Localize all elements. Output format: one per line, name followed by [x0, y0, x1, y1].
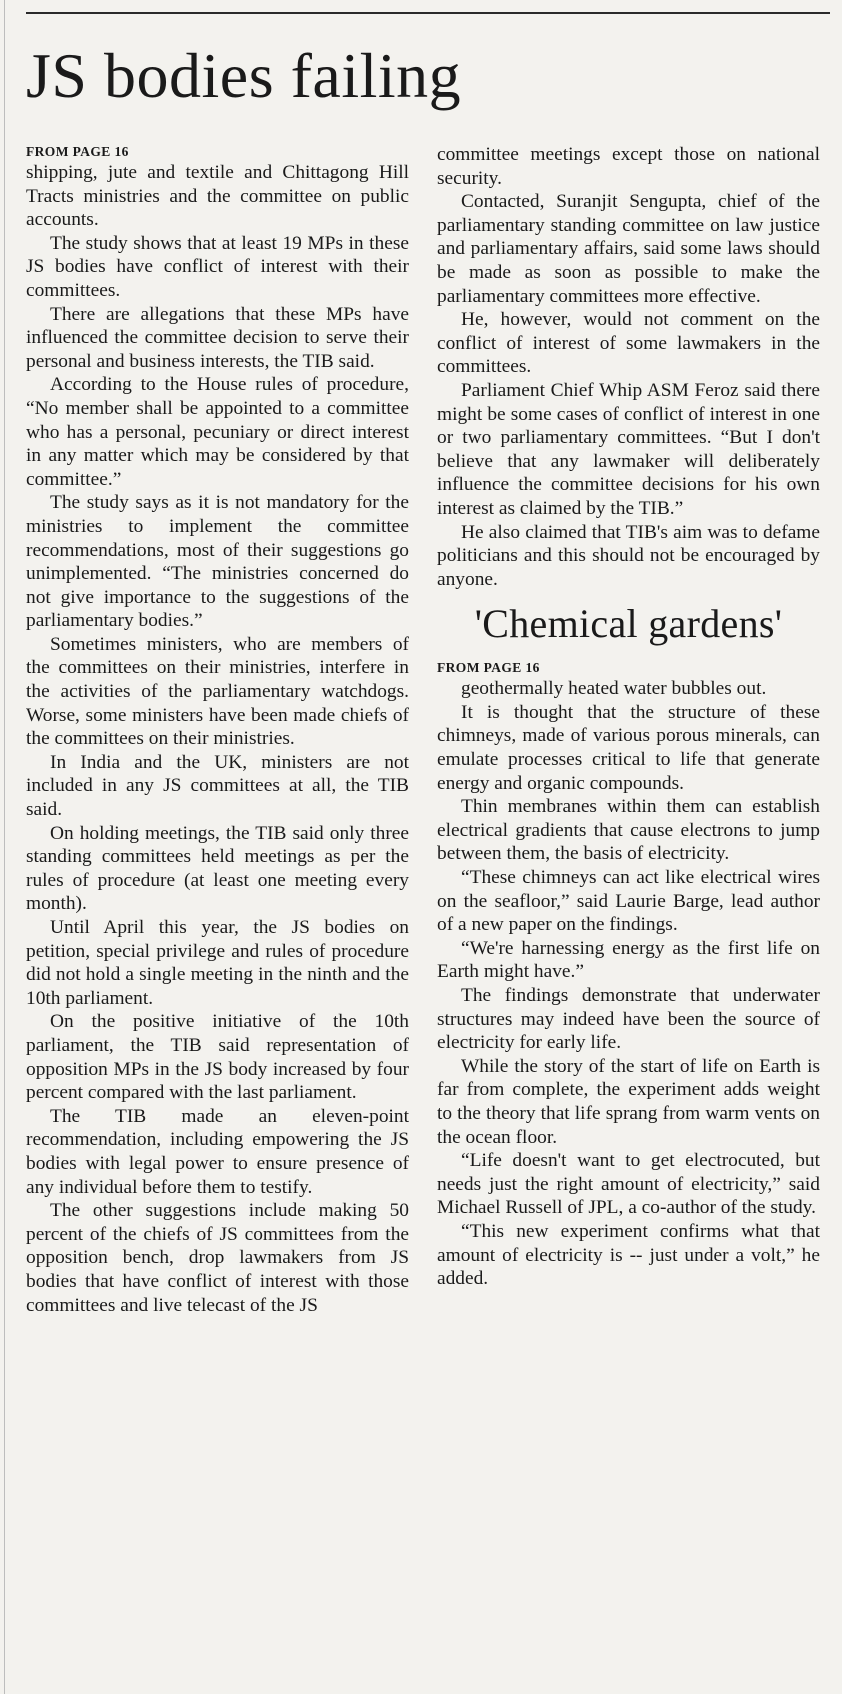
right-column — [437, 143, 820, 1291]
paragraph: The TIB made an eleven-point recommendation, including empowering the JS bodies with legal power to ensure presence of any individual before them to testify. — [26, 1105, 409, 1198]
continued-from-label: FROM PAGE 16 — [26, 144, 129, 159]
paragraph: On the positive initiative of the 10th parliament, the TIB said representation of opposition MPs in the JS body increased by four percent compared with the last parliament. — [26, 1011, 409, 1104]
left-column — [26, 143, 409, 1317]
paragraph: The study shows that at least 19 MPs in these JS bodies have conflict of interest with their committees. — [26, 232, 409, 301]
paragraph: Parliament Chief Whip ASM Feroz said there might be some cases of conflict of interest in one or two parliamentary committees. “But I don't believe that any lawmaker will deliberately influence the committee decisions for his own interest as claimed by the TIB.” — [437, 379, 820, 519]
paragraph: The study says as it is not mandatory for the ministries to implement the committee recommendations, most of their suggestions go unimplemented. “The ministries concerned do not give importance to the suggestions of the parliamentary bodies.” — [26, 492, 409, 632]
paragraph: Sometimes ministers, who are members of the committees on their ministries, interfere in the activities of the parliamentary watchdogs. Worse, some ministers have been made chiefs of the committees on their ministries. — [26, 633, 409, 750]
paragraph: “Life doesn't want to get electrocuted, but needs just the right amount of electricity,” said Michael Russell of JPL, a co-author of the study. — [437, 1150, 820, 1219]
paragraph: He, however, would not comment on the conflict of interest of some lawmakers in the committees. — [437, 309, 820, 378]
paragraph: According to the House rules of procedure, “No member shall be appointed to a committee who has a personal, pecuniary or direct interest in any matter which may be considered by that committee.” — [26, 374, 409, 490]
paragraph: The other suggestions include making 50 percent of the chiefs of JS committees from the opposition bench, drop lawmakers from JS bodies that have conflict of interest with those committees and live telecast of the JS — [26, 1200, 409, 1316]
paragraph: On holding meetings, the TIB said only three standing committees held meetings as per the rules of procedure (at least one meeting every month). — [26, 822, 409, 915]
continued-from-label: FROM PAGE 16 — [437, 660, 540, 676]
page-edge-line — [4, 0, 5, 1694]
paragraph: In India and the UK, ministers are not included in any JS committees at all, the TIB said. — [26, 751, 409, 821]
paragraph: Contacted, Suranjit Sengupta, chief of the parliamentary standing committee on law justice and parliamentary affairs, said some laws should be made as soon as possible to make the parliamentary committees more effective. — [437, 191, 820, 307]
paragraph: He also claimed that TIB's aim was to defame politicians and this should not be encouraged by anyone. — [437, 521, 820, 590]
article-headline: JS bodies failing — [26, 40, 462, 111]
paragraph: Thin membranes within them can establish electrical gradients that cause electrons to jump between them, the basis of electricity. — [437, 796, 820, 865]
paragraph: While the story of the start of life on Earth is far from complete, the experiment adds weight to the theory that life sprang from warm vents on the ocean floor. — [437, 1055, 820, 1148]
paragraph: geothermally heated water bubbles out. — [461, 678, 767, 700]
paragraph: The findings demonstrate that underwater structures may indeed have been the source of electricity for early life. — [437, 985, 820, 1054]
paragraph: “These chimneys can act like electrical wires on the seafloor,” said Laurie Barge, lead author of a new paper on the findings. — [437, 867, 820, 936]
paragraph: “This new experiment confirms what that amount of electricity is -- just under a volt,” he added. — [437, 1220, 820, 1290]
paragraph: committee meetings except those on national security. — [437, 144, 820, 189]
second-article-headline: 'Chemical gardens' — [474, 601, 783, 647]
paragraph: Until April this year, the JS bodies on petition, special privilege and rules of procedure did not hold a single meeting in the ninth and the 10th parliament. — [26, 917, 409, 1009]
paragraph: “We're harnessing energy as the first life on Earth might have.” — [437, 937, 820, 983]
paragraph: There are allegations that these MPs have influenced the committee decision to serve their personal and business interests, the TIB said. — [26, 303, 409, 372]
paragraph: It is thought that the structure of these chimneys, made of various porous minerals, can emulate processes critical to life that generate energy and organic compounds. — [437, 701, 820, 794]
paragraph: shipping, jute and textile and Chittagong Hill Tracts ministries and the committee on public accounts. — [26, 162, 409, 231]
top-rule — [26, 12, 830, 14]
